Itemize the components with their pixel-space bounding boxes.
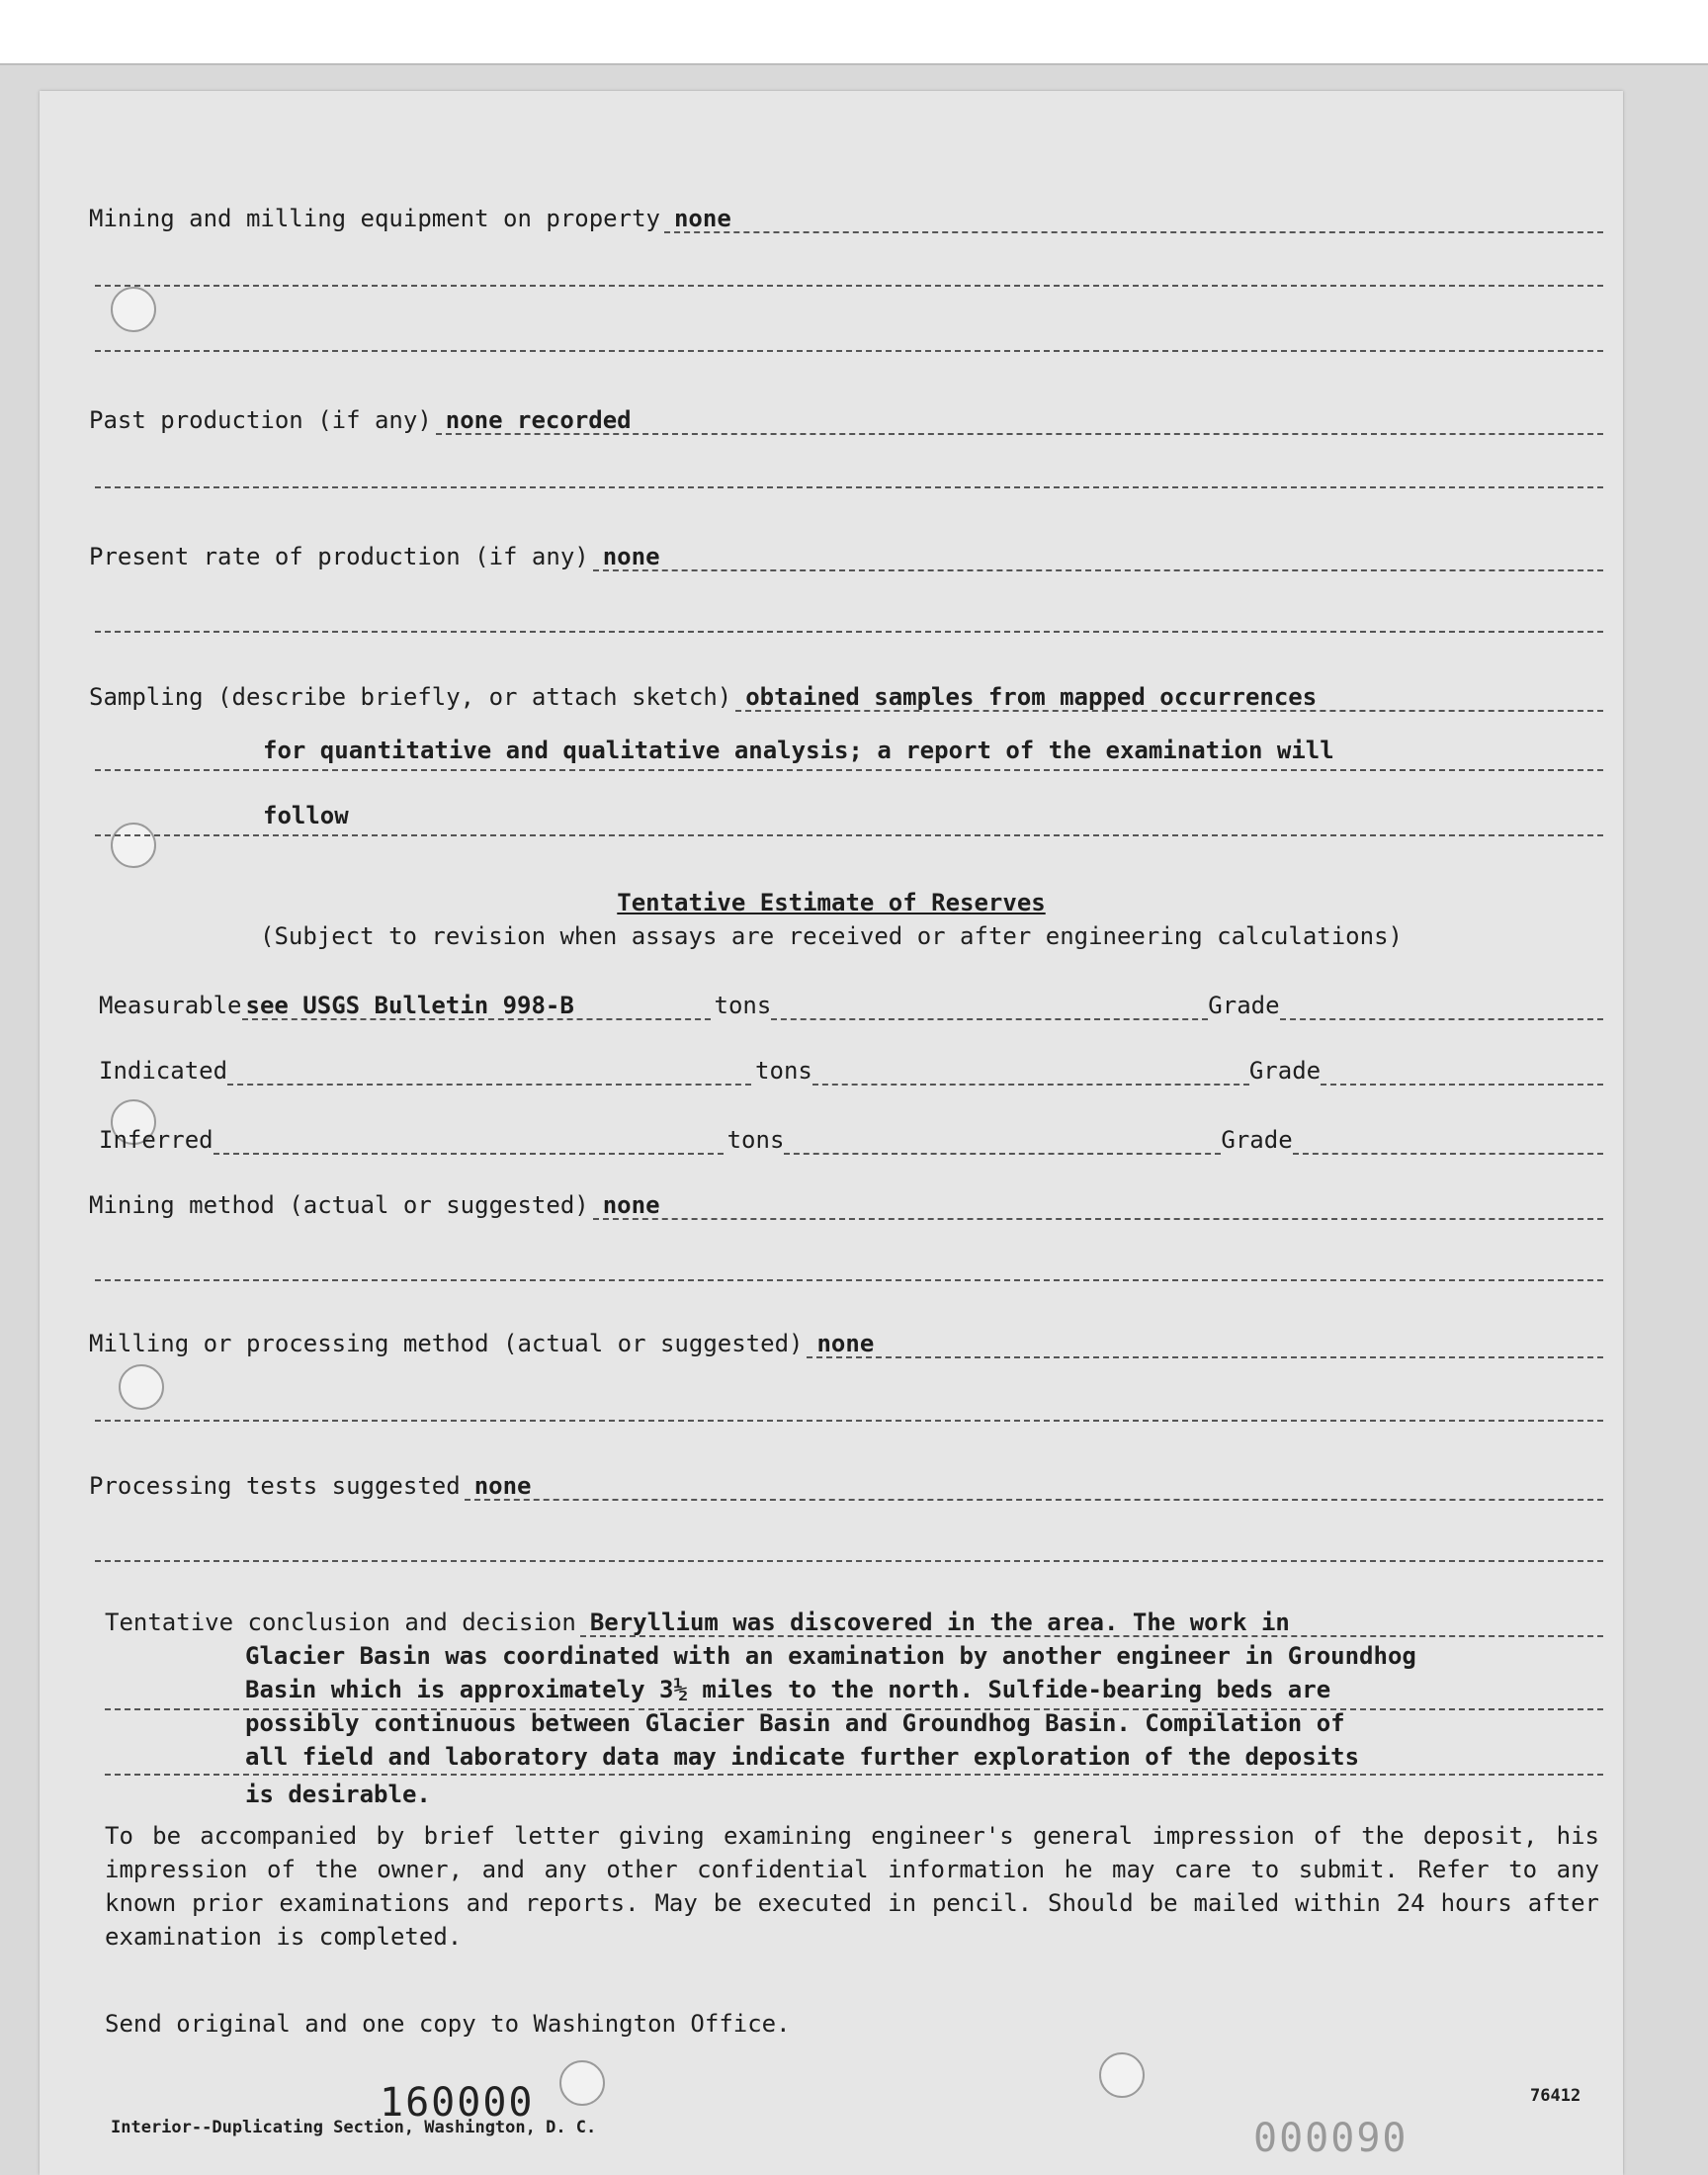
processing-tests-value[interactable]: none [465, 1471, 1603, 1501]
blank-line [95, 1420, 1603, 1422]
mining-method-value[interactable]: none [593, 1190, 1603, 1220]
measurable-tons-label: tons [714, 992, 772, 1019]
measurable-row [99, 991, 1603, 1020]
conclusion-value-line3: Basin which is approximately 3½ miles to the north. Sulfide-bearing beds are [245, 1676, 1331, 1703]
inferred-tons-label: tons [726, 1126, 785, 1154]
present-rate-label: Present rate of production (if any) [89, 543, 589, 570]
sampling-value-line2: for quantitative and qualitative analysis; a report of the examination will [263, 737, 1334, 764]
blank-line [105, 1774, 1603, 1776]
indicated-tons-label: tons [755, 1057, 812, 1085]
punch-hole [119, 1364, 164, 1410]
indicated-grade-field[interactable] [1321, 1056, 1603, 1086]
inferred-grade-field[interactable] [1293, 1125, 1603, 1155]
milling-method-label: Milling or processing method (actual or suggested) [89, 1330, 804, 1357]
conclusion-value-line6: is desirable. [245, 1781, 431, 1808]
inferred-tons-field[interactable] [784, 1125, 1221, 1155]
sampling-row [89, 682, 1603, 712]
punch-hole [111, 287, 156, 332]
processing-tests-label: Processing tests suggested [89, 1472, 461, 1500]
scan-edge [0, 63, 1708, 65]
punch-hole [559, 2060, 605, 2106]
blank-line [95, 285, 1603, 287]
indicated-tons-field[interactable] [812, 1056, 1249, 1086]
past-production-label: Past production (if any) [89, 406, 432, 434]
mining-equipment-row [89, 204, 1603, 233]
sampling-label: Sampling (describe briefly, or attach sketch) [89, 683, 732, 711]
sampling-value-line3: follow [263, 802, 349, 829]
form-number: 76412 [1530, 2086, 1581, 2106]
conclusion-value-line2: Glacier Basin was coordinated with an examination by another engineer in Groundhog [245, 1642, 1416, 1670]
measurable-grade-label: Grade [1208, 992, 1280, 1019]
indicated-row [99, 1056, 1603, 1086]
blank-line [95, 350, 1603, 352]
past-production-row [89, 405, 1603, 435]
past-production-value[interactable]: none recorded [436, 405, 1603, 435]
blank-line [95, 769, 1603, 771]
blank-line [95, 486, 1603, 488]
inferred-grade-label: Grade [1221, 1126, 1293, 1154]
measurable-tons-field[interactable] [771, 991, 1208, 1020]
blank-line [95, 1279, 1603, 1281]
inferred-row [99, 1125, 1603, 1155]
measurable-value[interactable]: see USGS Bulletin 998-B [242, 991, 711, 1020]
reserves-subheading: (Subject to revision when assays are received or after engineering calculations) [260, 922, 1403, 950]
stamped-number-faint: 000090 [1253, 2116, 1409, 2161]
milling-method-row [89, 1329, 1603, 1358]
blank-line [95, 1560, 1603, 1562]
measurable-grade-field[interactable] [1280, 991, 1603, 1020]
form-sheet [40, 91, 1623, 2175]
present-rate-row [89, 542, 1603, 571]
punch-hole [1099, 2052, 1145, 2098]
milling-method-value[interactable]: none [807, 1329, 1603, 1358]
printer-credit: Interior--Duplicating Section, Washington, D. C. [111, 2118, 597, 2137]
measurable-label: Measurable [99, 992, 242, 1019]
punch-hole [111, 823, 156, 868]
inferred-value[interactable] [214, 1125, 724, 1155]
conclusion-value-line1[interactable]: Beryllium was discovered in the area. The work in [580, 1608, 1603, 1637]
instructions-paragraph: To be accompanied by brief letter giving examining engineer's general impression of the deposit, his impression of the owner, and any other confidential information he may care to submit. Refer to any known prior examinations and reports. May be executed in pencil. Should be mailed within 24 hours after examination is completed. [105, 1822, 1599, 1951]
conclusion-label: Tentative conclusion and decision [105, 1609, 576, 1636]
reserves-heading-wrap [40, 888, 1623, 917]
mining-method-label: Mining method (actual or suggested) [89, 1191, 589, 1219]
conclusion-value-line4: possibly continuous between Glacier Basin and Groundhog Basin. Compilation of [245, 1709, 1345, 1737]
reserves-heading: Tentative Estimate of Reserves [617, 889, 1046, 916]
mining-equipment-label: Mining and milling equipment on property [89, 205, 660, 232]
send-note: Send original and one copy to Washington Office. [105, 2010, 791, 2038]
indicated-label: Indicated [99, 1057, 228, 1085]
blank-line [95, 631, 1603, 633]
inferred-label: Inferred [99, 1126, 214, 1154]
present-rate-value[interactable]: none [593, 542, 1603, 571]
processing-tests-row [89, 1471, 1603, 1501]
stamped-number: 160000 [380, 2080, 535, 2126]
mining-method-row [89, 1190, 1603, 1220]
blank-line [95, 834, 1603, 836]
sampling-value-line1[interactable]: obtained samples from mapped occurrences [735, 682, 1603, 712]
conclusion-value-line5: all field and laboratory data may indicate further exploration of the deposits [245, 1743, 1360, 1771]
mining-equipment-value[interactable]: none [664, 204, 1603, 233]
indicated-grade-label: Grade [1248, 1057, 1322, 1085]
conclusion-row [105, 1608, 1603, 1637]
indicated-value[interactable] [227, 1056, 751, 1086]
